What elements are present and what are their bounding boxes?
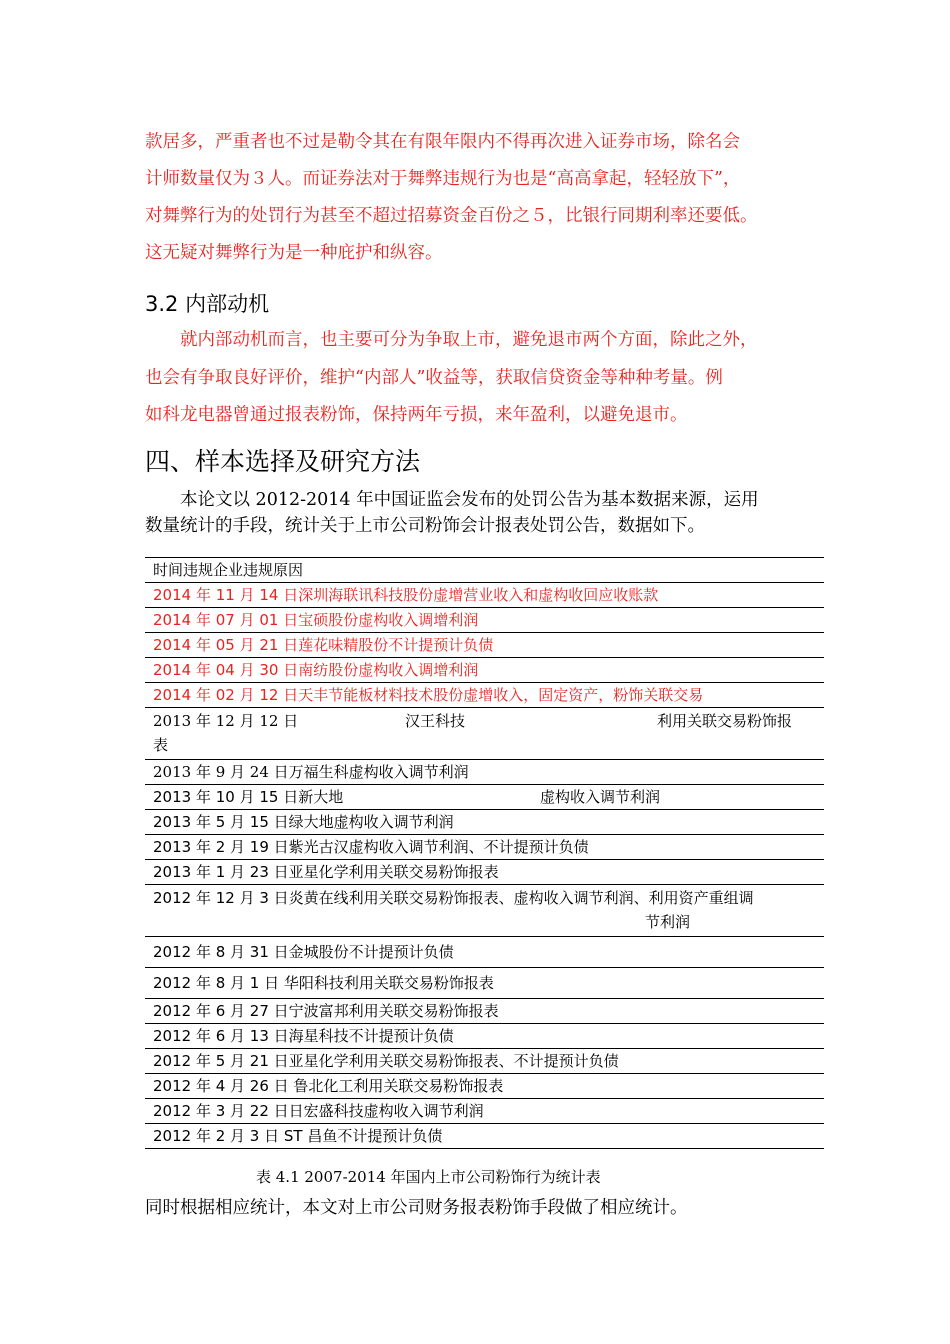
- table-row: [145, 810, 824, 835]
- table-row-text: 2012 年 3 月 22 日日宏盛科技虚构收入调节利润: [145, 1099, 824, 1124]
- table-row: [145, 885, 824, 937]
- closing-paragraph: 同时根据相应统计，本文对上市公司财务报表粉饰手段做了相应统计。: [145, 1198, 688, 1218]
- table-row-reason: 虚构收入调节利润: [540, 788, 661, 806]
- table-row-text: 2014 年 05 月 21 日莲花味精股份不计提预计负债: [145, 633, 824, 658]
- table-row-text: 2012 年 2 月 3 日 ST 昌鱼不计提预计负债: [145, 1124, 824, 1149]
- table-row-text: 2014 年 07 月 01 日宝硕股份虚构收入调增利润: [145, 608, 824, 633]
- table-row-text: 2012 年 12 月 3 日炎黄在线利用关联交易粉饰报表、虚构收入调节利润、利用资产重组调: [153, 889, 754, 907]
- table-row: [145, 1024, 824, 1049]
- table-row-cell: [145, 785, 824, 810]
- table-row-cell: [145, 885, 824, 937]
- table-row-text-continued: 节利润: [645, 913, 691, 931]
- intro-line-2: 计师数量仅为３人。而证券法对于舞弊违规行为也是“高高拿起，轻轻放下”，: [145, 169, 741, 189]
- table-row-text: 2013 年 9 月 24 日万福生科虚构收入调节利润: [145, 760, 824, 785]
- table-row-reason-continued: 表: [153, 736, 169, 754]
- table-row-text: 2014 年 04 月 30 日南纺股份虚构收入调增利润: [145, 658, 824, 683]
- penalty-records-table: [145, 557, 824, 1149]
- table-row: [145, 1074, 824, 1099]
- table-row-date-company: 2013 年 10 月 15 日新大地: [153, 788, 344, 806]
- table-row: [145, 999, 824, 1024]
- table-row: [145, 1124, 824, 1149]
- table-row: [145, 785, 824, 810]
- table-row: [145, 760, 824, 785]
- table-row-company: 汉王科技: [405, 712, 466, 730]
- table-row: [145, 683, 824, 708]
- table-row-text: 2013 年 5 月 15 日绿大地虚构收入调节利润: [145, 810, 824, 835]
- table-row-reason: 利用关联交易粉饰报: [657, 712, 793, 730]
- table-caption: 表 4.1 2007-2014 年国内上市公司粉饰行为统计表: [256, 1168, 601, 1186]
- section-4-line-2: 数量统计的手段，统计关于上市公司粉饰会计报表处罚公告，数据如下。: [145, 516, 705, 536]
- table-row-text: 2012 年 5 月 21 日亚星化学利用关联交易粉饰报表、不计提预计负债: [145, 1049, 824, 1074]
- table-row-text: 2014 年 02 月 12 日天丰节能板材料技术股份虚增收入，固定资产，粉饰关联交易: [145, 683, 824, 708]
- section-4-heading: 四、样本选择及研究方法: [145, 447, 421, 476]
- table-row-text: 2013 年 1 月 23 日亚星化学利用关联交易粉饰报表: [145, 860, 824, 885]
- table-row: [145, 708, 824, 760]
- table-row-cell: [145, 708, 824, 760]
- table-row: [145, 835, 824, 860]
- table-row-columns: [153, 709, 816, 733]
- section-4-line-1: 本论文以 2012-2014 年中国证监会发布的处罚公告为基本数据来源，运用: [180, 490, 759, 510]
- table-row-columns: [153, 785, 816, 809]
- section-3-2-heading: 3.2 内部动机: [145, 292, 270, 316]
- table-header: 时间违规企业违规原因: [145, 558, 824, 583]
- table-row-text: 2013 年 2 月 19 日紫光古汉虚构收入调节利润、不计提预计负债: [145, 835, 824, 860]
- table-row: [145, 658, 824, 683]
- intro-line-1: 款居多，严重者也不过是勒令其在有限年限内不得再次进入证券市场，除名会: [145, 132, 740, 152]
- table-row-text: 2014 年 11 月 14 日深圳海联讯科技股份虚增营业收入和虚构收回应收账款: [145, 583, 824, 608]
- table-row-text: 2012 年 8 月 31 日金城股份不计提预计负债: [145, 937, 824, 968]
- table-row: [145, 633, 824, 658]
- section-3-2-line-3: 如科龙电器曾通过报表粉饰，保持两年亏损，来年盈利，以避免退市。: [145, 405, 688, 425]
- intro-line-4: 这无疑对舞弊行为是一种庇护和纵容。: [145, 243, 443, 263]
- section-3-2-line-2: 也会有争取良好评价，维护“内部人”收益等，获取信贷资金等种种考量。例: [145, 368, 723, 388]
- table-row-text: 2012 年 4 月 26 日 鲁北化工利用关联交易粉饰报表: [145, 1074, 824, 1099]
- intro-line-3: 对舞弊行为的处罚行为甚至不超过招募资金百份之５，比银行同期利率还要低。: [145, 206, 758, 226]
- table-row-text: 2012 年 6 月 13 日海星科技不计提预计负债: [145, 1024, 824, 1049]
- table-row: [145, 860, 824, 885]
- table-row-date: 2013 年 12 月 12 日: [153, 712, 299, 730]
- table-row: [145, 937, 824, 968]
- table-row: [145, 1049, 824, 1074]
- table-header-row: [145, 558, 824, 583]
- section-3-2-line-1: 就内部动机而言，也主要可分为争取上市，避免退市两个方面，除此之外，: [180, 330, 758, 350]
- table-row: [145, 968, 824, 999]
- table-row-text: 2012 年 8 月 1 日 华阳科技利用关联交易粉饰报表: [145, 968, 824, 999]
- table-row: [145, 1099, 824, 1124]
- table-row: [145, 608, 824, 633]
- table-row-text: 2012 年 6 月 27 日宁波富邦利用关联交易粉饰报表: [145, 999, 824, 1024]
- table-row: [145, 583, 824, 608]
